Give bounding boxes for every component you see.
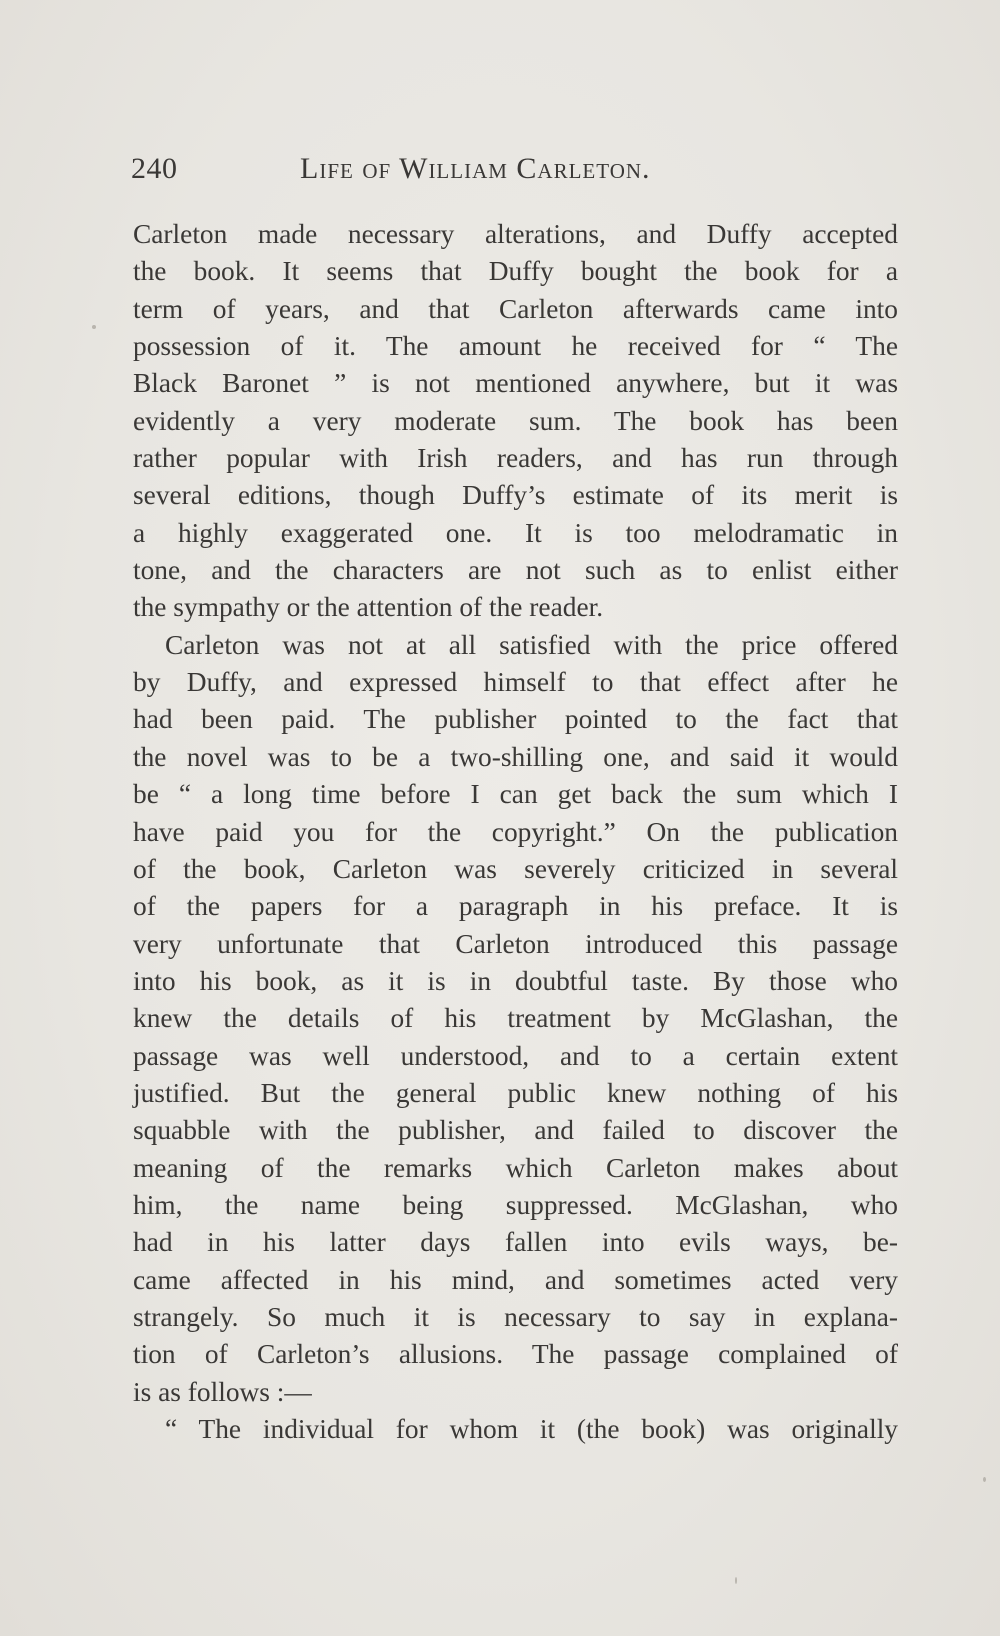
page-number: 240	[131, 152, 178, 185]
text-line: knew the details of his treatment by McGlashan, the	[133, 1003, 898, 1034]
text-line: have paid you for the copyright.” On the publication	[133, 816, 898, 847]
paper-speck	[92, 325, 96, 329]
paper-speck	[983, 1477, 986, 1482]
text-line: meaning of the remarks which Carleton makes about	[133, 1152, 898, 1183]
text-line: Black Baronet ” is not mentioned anywhere, but it was	[133, 368, 898, 399]
text-line: him, the name being suppressed. McGlashan, who	[133, 1189, 898, 1220]
text-line: squabble with the publisher, and failed to discover the	[133, 1115, 898, 1146]
text-line: very unfortunate that Carleton introduced this passage	[133, 928, 898, 959]
text-line: evidently a very moderate sum. The book has been	[133, 405, 898, 436]
text-line: be “ a long time before I can get back the sum which I	[133, 779, 898, 810]
text-line: Carleton made necessary alterations, and Duffy accepted	[133, 219, 898, 249]
text-line: the novel was to be a two-shilling one, and said it would	[133, 741, 898, 772]
text-line: passage was well understood, and to a certain extent	[133, 1040, 898, 1071]
text-line: of the papers for a paragraph in his preface. It is	[133, 891, 898, 922]
running-title: Life of William Carleton.	[300, 152, 651, 185]
text-line: had been paid. The publisher pointed to the fact that	[133, 704, 898, 735]
text-line: tion of Carleton’s allusions. The passage complained of	[133, 1339, 898, 1370]
paper-speck	[735, 1577, 737, 1584]
text-line: several editions, though Duffy’s estimate of its merit is	[133, 480, 898, 511]
text-line: Carleton was not at all satisfied with the price offered	[165, 629, 898, 660]
text-line: term of years, and that Carleton afterwards came into	[133, 293, 898, 324]
text-line: the book. It seems that Duffy bought the book for a	[133, 256, 898, 287]
text-line: by Duffy, and expressed himself to that effect after he	[133, 667, 898, 698]
text-line: “ The individual for whom it (the book) was originally	[165, 1414, 898, 1444]
text-line: possession of it. The amount he received for “ The	[133, 331, 898, 362]
text-line: tone, and the characters are not such as to enlist either	[133, 555, 898, 586]
text-line: into his book, as it is in doubtful taste. By those who	[133, 965, 898, 996]
text-line: is as follows :—	[133, 1376, 312, 1407]
text-line: of the book, Carleton was severely criticized in several	[133, 853, 898, 884]
text-line: rather popular with Irish readers, and has run through	[133, 443, 898, 474]
text-line: strangely. So much it is necessary to say in explana-	[133, 1301, 898, 1332]
text-line: a highly exaggerated one. It is too melodramatic in	[133, 517, 898, 548]
text-line: had in his latter days fallen into evils ways, be-	[133, 1227, 898, 1258]
text-line: came affected in his mind, and sometimes acted very	[133, 1264, 898, 1295]
body-text	[133, 216, 898, 1448]
text-line: justified. But the general public knew nothing of his	[133, 1077, 898, 1108]
text-line: the sympathy or the attention of the reader.	[133, 592, 604, 623]
